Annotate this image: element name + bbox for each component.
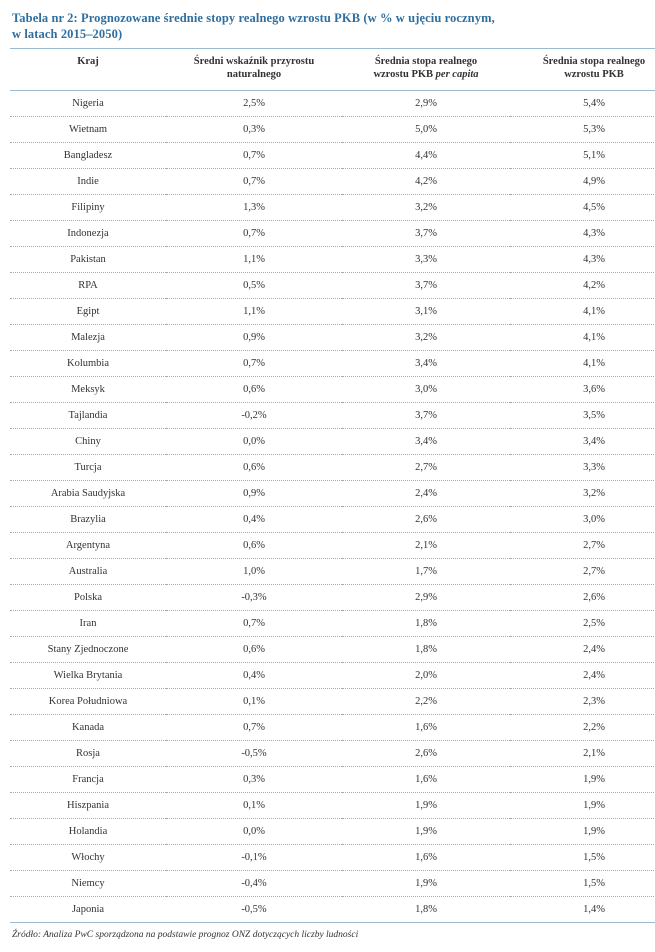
cell-gdp-per-capita: 3,2% (342, 195, 510, 221)
column-header-gdp (510, 49, 655, 91)
cell-gdp: 3,4% (510, 429, 655, 455)
cell-gdp-per-capita: 2,9% (342, 91, 510, 117)
table-title (10, 8, 645, 48)
table-row (10, 559, 655, 585)
cell-country: Indonezja (10, 221, 166, 247)
table-row (10, 845, 655, 871)
table-row (10, 429, 655, 455)
cell-gdp-per-capita: 3,1% (342, 299, 510, 325)
cell-country: RPA (10, 273, 166, 299)
cell-population-growth: -0,1% (166, 845, 342, 871)
cell-gdp-per-capita: 1,8% (342, 637, 510, 663)
cell-gdp-per-capita: 1,6% (342, 715, 510, 741)
table-source: Źródło: Analiza PwC sporządzona na podstawie prognoz ONZ dotyczących liczby ludności (12, 930, 359, 940)
table-row (10, 117, 655, 143)
cell-population-growth: 0,7% (166, 715, 342, 741)
cell-gdp-per-capita: 1,9% (342, 871, 510, 897)
cell-gdp-per-capita: 3,2% (342, 325, 510, 351)
cell-gdp: 5,4% (510, 91, 655, 117)
cell-gdp-per-capita: 1,7% (342, 559, 510, 585)
cell-gdp-per-capita: 2,0% (342, 663, 510, 689)
cell-country: Kanada (10, 715, 166, 741)
cell-population-growth: 0,0% (166, 819, 342, 845)
cell-population-growth: 0,0% (166, 429, 342, 455)
cell-gdp-per-capita: 3,4% (342, 351, 510, 377)
table-title-line2: w latach 2015–2050) (12, 27, 123, 41)
cell-gdp-per-capita: 4,4% (342, 143, 510, 169)
cell-gdp: 1,5% (510, 871, 655, 897)
table-row (10, 897, 655, 923)
cell-gdp: 4,1% (510, 325, 655, 351)
cell-gdp: 3,6% (510, 377, 655, 403)
cell-gdp-per-capita: 1,8% (342, 611, 510, 637)
cell-country: Filipiny (10, 195, 166, 221)
cell-gdp-per-capita: 2,4% (342, 481, 510, 507)
cell-population-growth: 0,9% (166, 325, 342, 351)
table-row (10, 247, 655, 273)
cell-country: Bangladesz (10, 143, 166, 169)
cell-country: Pakistan (10, 247, 166, 273)
cell-gdp: 4,3% (510, 247, 655, 273)
cell-gdp-per-capita: 1,8% (342, 897, 510, 923)
table-row (10, 689, 655, 715)
cell-population-growth: 0,9% (166, 481, 342, 507)
cell-gdp-per-capita: 3,7% (342, 221, 510, 247)
column-header-gdp-per-capita-line2a: wzrostu PKB (373, 69, 436, 80)
table-row (10, 767, 655, 793)
column-header-country-label: Kraj (77, 56, 99, 67)
cell-country: Włochy (10, 845, 166, 871)
cell-country: Egipt (10, 299, 166, 325)
cell-gdp: 1,9% (510, 793, 655, 819)
cell-country: Hiszpania (10, 793, 166, 819)
table-row (10, 351, 655, 377)
cell-population-growth: -0,2% (166, 403, 342, 429)
column-header-population-growth (166, 49, 342, 91)
column-header-country (10, 49, 166, 91)
column-header-gdp-line2: wzrostu PKB (564, 69, 624, 80)
cell-gdp: 3,2% (510, 481, 655, 507)
cell-gdp: 2,4% (510, 637, 655, 663)
table-row (10, 221, 655, 247)
table-row (10, 819, 655, 845)
table-row (10, 455, 655, 481)
table-row (10, 871, 655, 897)
table-row (10, 507, 655, 533)
cell-country: Korea Południowa (10, 689, 166, 715)
cell-gdp-per-capita: 2,1% (342, 533, 510, 559)
table-body (10, 91, 655, 923)
cell-country: Niemcy (10, 871, 166, 897)
cell-gdp: 2,3% (510, 689, 655, 715)
column-header-gdp-per-capita-line1: Średnia stopa realnego (374, 56, 478, 67)
cell-gdp: 2,1% (510, 741, 655, 767)
cell-population-growth: 0,7% (166, 221, 342, 247)
table-row (10, 715, 655, 741)
cell-gdp-per-capita: 1,6% (342, 767, 510, 793)
cell-population-growth: 0,7% (166, 169, 342, 195)
cell-gdp: 4,1% (510, 351, 655, 377)
cell-country: Malezja (10, 325, 166, 351)
cell-gdp-per-capita: 2,2% (342, 689, 510, 715)
cell-country: Francja (10, 767, 166, 793)
cell-gdp-per-capita: 3,0% (342, 377, 510, 403)
cell-country: Polska (10, 585, 166, 611)
cell-gdp-per-capita: 4,2% (342, 169, 510, 195)
cell-country: Australia (10, 559, 166, 585)
cell-country: Argentyna (10, 533, 166, 559)
gdp-growth-table (10, 48, 655, 923)
cell-population-growth: 2,5% (166, 91, 342, 117)
cell-population-growth: 0,7% (166, 351, 342, 377)
cell-gdp-per-capita: 1,9% (342, 819, 510, 845)
table-row (10, 143, 655, 169)
table-row (10, 377, 655, 403)
cell-country: Brazylia (10, 507, 166, 533)
column-header-gdp-per-capita (342, 49, 510, 91)
column-header-population-growth-line1: Średni wskaźnik przyrostu (193, 56, 315, 67)
cell-population-growth: 0,7% (166, 143, 342, 169)
cell-gdp-per-capita: 3,7% (342, 403, 510, 429)
cell-population-growth: 0,3% (166, 767, 342, 793)
cell-country: Tajlandia (10, 403, 166, 429)
cell-population-growth: -0,4% (166, 871, 342, 897)
cell-population-growth: 0,4% (166, 663, 342, 689)
cell-country: Indie (10, 169, 166, 195)
cell-gdp: 2,7% (510, 533, 655, 559)
cell-gdp-per-capita: 2,9% (342, 585, 510, 611)
cell-population-growth: -0,5% (166, 897, 342, 923)
table-header (10, 49, 655, 91)
table-row (10, 533, 655, 559)
table-row (10, 91, 655, 117)
cell-gdp-per-capita: 1,6% (342, 845, 510, 871)
cell-country: Stany Zjednoczone (10, 637, 166, 663)
column-header-gdp-line1: Średnia stopa realnego (542, 56, 646, 67)
cell-gdp-per-capita: 1,9% (342, 793, 510, 819)
cell-gdp: 1,4% (510, 897, 655, 923)
table-row (10, 169, 655, 195)
cell-country: Holandia (10, 819, 166, 845)
cell-gdp-per-capita: 2,6% (342, 507, 510, 533)
table-row (10, 663, 655, 689)
cell-population-growth: 1,1% (166, 247, 342, 273)
cell-population-growth: 0,4% (166, 507, 342, 533)
cell-population-growth: 0,6% (166, 377, 342, 403)
cell-gdp: 2,5% (510, 611, 655, 637)
cell-population-growth: 0,6% (166, 533, 342, 559)
table-row (10, 481, 655, 507)
cell-population-growth: 0,1% (166, 689, 342, 715)
cell-population-growth: 0,7% (166, 611, 342, 637)
table-title-line1: Tabela nr 2: Prognozowane średnie stopy realnego wzrostu PKB (w % w ujęciu rocznym, (12, 11, 495, 25)
cell-gdp-per-capita: 5,0% (342, 117, 510, 143)
column-header-population-growth-line2: naturalnego (226, 69, 282, 80)
cell-gdp-per-capita: 2,6% (342, 741, 510, 767)
cell-gdp: 2,7% (510, 559, 655, 585)
cell-gdp: 1,5% (510, 845, 655, 871)
cell-population-growth: -0,5% (166, 741, 342, 767)
cell-gdp-per-capita: 2,7% (342, 455, 510, 481)
table-row (10, 611, 655, 637)
cell-gdp: 4,3% (510, 221, 655, 247)
cell-population-growth: 1,0% (166, 559, 342, 585)
cell-population-growth: 1,3% (166, 195, 342, 221)
cell-gdp: 4,1% (510, 299, 655, 325)
table-row (10, 637, 655, 663)
cell-population-growth: 0,6% (166, 637, 342, 663)
cell-population-growth: -0,3% (166, 585, 342, 611)
cell-gdp: 4,5% (510, 195, 655, 221)
cell-population-growth: 0,3% (166, 117, 342, 143)
table-row (10, 273, 655, 299)
cell-country: Japonia (10, 897, 166, 923)
table-row (10, 325, 655, 351)
cell-population-growth: 0,5% (166, 273, 342, 299)
cell-gdp: 5,1% (510, 143, 655, 169)
cell-population-growth: 0,1% (166, 793, 342, 819)
cell-gdp: 3,3% (510, 455, 655, 481)
table-header-row (10, 49, 655, 91)
cell-gdp: 1,9% (510, 767, 655, 793)
table-row (10, 793, 655, 819)
cell-country: Wielka Brytania (10, 663, 166, 689)
table-row (10, 741, 655, 767)
cell-gdp-per-capita: 3,3% (342, 247, 510, 273)
table-row (10, 403, 655, 429)
cell-gdp: 4,9% (510, 169, 655, 195)
cell-gdp: 1,9% (510, 819, 655, 845)
cell-country: Meksyk (10, 377, 166, 403)
table-row (10, 585, 655, 611)
table-row (10, 195, 655, 221)
cell-population-growth: 1,1% (166, 299, 342, 325)
cell-country: Kolumbia (10, 351, 166, 377)
cell-gdp: 3,0% (510, 507, 655, 533)
cell-gdp: 2,2% (510, 715, 655, 741)
column-header-gdp-per-capita-line2b: per capita (435, 69, 479, 80)
cell-country: Rosja (10, 741, 166, 767)
cell-country: Turcja (10, 455, 166, 481)
cell-population-growth: 0,6% (166, 455, 342, 481)
cell-country: Iran (10, 611, 166, 637)
cell-country: Chiny (10, 429, 166, 455)
cell-country: Nigeria (10, 91, 166, 117)
cell-country: Wietnam (10, 117, 166, 143)
cell-gdp: 3,5% (510, 403, 655, 429)
cell-gdp: 4,2% (510, 273, 655, 299)
table-row (10, 299, 655, 325)
cell-gdp: 2,4% (510, 663, 655, 689)
cell-country: Arabia Saudyjska (10, 481, 166, 507)
cell-gdp-per-capita: 3,7% (342, 273, 510, 299)
cell-gdp: 5,3% (510, 117, 655, 143)
cell-gdp: 2,6% (510, 585, 655, 611)
cell-gdp-per-capita: 3,4% (342, 429, 510, 455)
